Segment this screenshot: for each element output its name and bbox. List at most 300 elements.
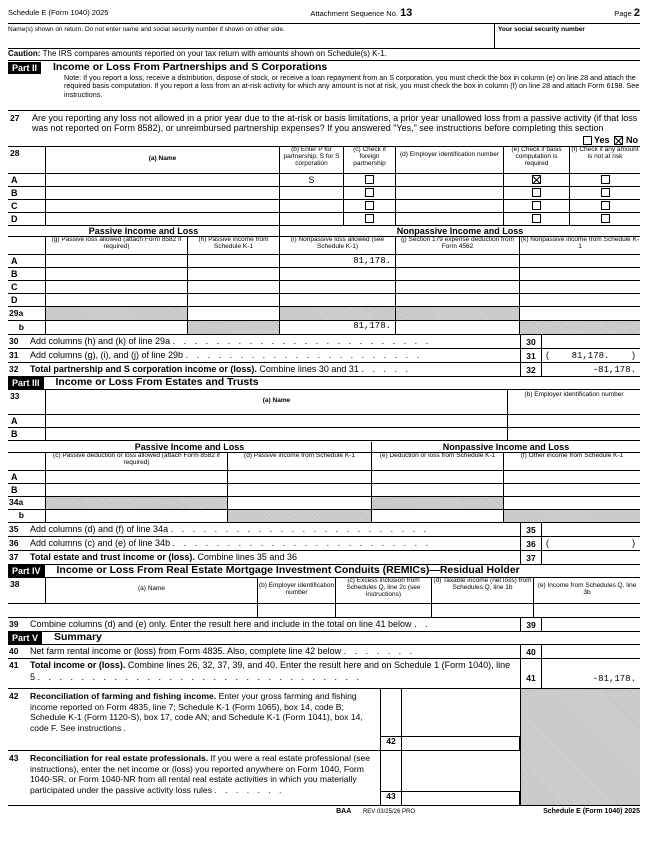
part2-income-columns <box>8 237 640 255</box>
col-c-field[interactable] <box>46 471 228 483</box>
blank-cell <box>402 689 520 736</box>
page-label: Page <box>614 9 632 19</box>
part3-title: Income or Loss From Estates and Trusts <box>55 376 259 388</box>
row-letter: D <box>8 294 46 306</box>
lines-42-43 <box>8 689 640 806</box>
reconciliation-left <box>8 689 380 805</box>
basis-checkbox[interactable] <box>532 201 541 210</box>
line43-amount-col <box>402 751 520 805</box>
line36-amount[interactable] <box>542 537 640 550</box>
line28-col-b: (b) Enter P for partnership; S for S corporation <box>280 147 344 173</box>
shaded-cell <box>280 307 396 320</box>
shaded-cell <box>46 307 188 320</box>
line-42 <box>8 689 380 751</box>
line37-label: Combine lines 35 and 36 <box>197 552 297 563</box>
line32-label: Combine lines 30 and 31 <box>259 364 359 375</box>
close-paren: ) <box>630 539 636 549</box>
line37-bold: Total estate and trust income or (loss). <box>30 552 195 563</box>
attachment-sequence <box>310 7 412 19</box>
blank-cell <box>8 237 46 254</box>
line-30 <box>8 335 640 349</box>
estate-name-field[interactable] <box>46 428 508 440</box>
line32-number: 32 <box>9 363 19 374</box>
line35-text: Add columns (d) and (f) of line 34a . . . . . . . . . . . . . . . . . . . . . . . . <box>30 524 430 535</box>
ein-field[interactable] <box>396 200 504 212</box>
col-e: (e) Deduction or loss from Schedule K-1 <box>372 453 504 470</box>
line31-value: 81,178. <box>571 351 610 361</box>
part2-tag: Part II <box>8 62 41 74</box>
row-letter: B <box>8 484 46 496</box>
form-footer <box>8 806 640 818</box>
at-risk-checkbox[interactable] <box>601 214 610 223</box>
line-41 <box>8 659 640 689</box>
entity-type-field[interactable]: S <box>280 174 344 186</box>
line-35 <box>8 523 640 537</box>
row-letter: A <box>8 255 46 267</box>
part2-passive-header: Passive Income and Loss <box>8 226 280 236</box>
shaded-cell <box>504 510 640 522</box>
line28-row <box>8 187 640 200</box>
line34b-number: b <box>18 510 24 521</box>
line27-yes-checkbox[interactable] <box>583 136 592 145</box>
line28-row <box>8 174 640 187</box>
basis-cell <box>504 200 570 212</box>
no-label: No <box>626 134 638 145</box>
row-letter: B <box>8 428 46 440</box>
part2-income-rows <box>8 255 640 307</box>
footer-form-name: Schedule E (Form 1040) 2025 <box>543 808 640 816</box>
line32-bold: Total partnership and S corporation income or (loss). <box>30 364 257 375</box>
caution-text: The IRS compares amounts reported on your tax return with amounts shown on Schedule(s) K-1. <box>42 49 387 59</box>
line27-answers <box>580 135 638 145</box>
line38-col-b: (b) Employer identification number <box>258 578 336 603</box>
shaded-cell <box>228 510 372 522</box>
line38-col-c: (c) Excess inclusion from Schedules Q, line 2c (see instructions) <box>336 578 432 603</box>
at-risk-checkbox[interactable] <box>601 188 610 197</box>
open-paren: ( <box>545 351 551 361</box>
col-j: (j) Section 179 expense deduction from Form 4562 <box>396 237 520 254</box>
line-39 <box>8 618 640 632</box>
line-37 <box>8 551 640 565</box>
line43-box-group <box>380 751 520 805</box>
col-k-field[interactable] <box>520 255 640 267</box>
estate-name-field[interactable] <box>46 415 508 427</box>
line32-text: Total partnership and S corporation income or (loss). Combine lines 30 and 31 . . . . . <box>30 364 411 375</box>
part3-passive-header: Passive Income and Loss <box>8 442 372 452</box>
col-k: (k) Nonpassive income from Schedule K-1 <box>520 236 640 250</box>
line29b-number: b <box>18 321 24 332</box>
estate-ein-field[interactable] <box>508 428 640 440</box>
blank-cell <box>381 689 401 736</box>
part3-header <box>8 377 640 390</box>
at-risk-cell <box>570 213 640 225</box>
line43-bold: Reconciliation for real estate professionals. <box>30 753 209 763</box>
blank-cell <box>381 751 401 791</box>
partnership-name-field[interactable] <box>46 200 280 212</box>
line29b-j[interactable] <box>396 321 520 334</box>
part4-title: Income or Loss From Real Estate Mortgage Investment Conduits (REMICs)—Residual Holder <box>56 564 520 576</box>
line-31 <box>8 349 640 363</box>
shaded-cell <box>520 321 640 334</box>
line35-amount[interactable] <box>542 523 640 536</box>
col-i-field[interactable] <box>280 268 396 280</box>
line43-box-col <box>380 751 402 805</box>
income-row <box>8 255 640 268</box>
foreign-cell <box>344 213 396 225</box>
line34a-d[interactable] <box>228 497 372 509</box>
line30-label: Add columns (h) and (k) of line 29a <box>30 336 171 347</box>
partnership-name-field[interactable] <box>46 187 280 199</box>
line38-a[interactable] <box>8 604 258 617</box>
line41-amount[interactable]: -81,178. <box>592 674 636 684</box>
line36-label: Add columns (c) and (e) of line 34b <box>30 538 171 549</box>
line42-amount-col <box>402 689 520 750</box>
line38-header <box>8 578 640 604</box>
caution-row <box>8 49 640 61</box>
line-34b <box>8 510 640 523</box>
line28-col-f: (f) Check if any amount is not at risk <box>571 146 639 160</box>
line35-box: 35 <box>520 523 542 536</box>
estate-ein-field[interactable] <box>508 415 640 427</box>
line33-col-a: (a) Name <box>46 390 508 414</box>
col-i-field[interactable]: 81,178. <box>280 255 396 267</box>
line38-c[interactable] <box>336 604 432 617</box>
line35-number: 35 <box>9 523 19 534</box>
line31-number: 31 <box>9 349 19 360</box>
line-29b <box>8 321 640 335</box>
row-letter: A <box>8 471 46 483</box>
income-row <box>8 294 640 307</box>
line37-number: 37 <box>9 551 19 562</box>
blank-cell <box>28 497 46 509</box>
blank-cell <box>28 510 46 522</box>
row-letter: C <box>8 281 46 293</box>
line42-number: 42 <box>9 691 19 701</box>
col-g: (g) Passive loss allowed (attach Form 8582 if required) <box>46 237 188 254</box>
line30-number: 30 <box>9 335 19 346</box>
line40-label: Net farm rental income or (loss) from Form 4835. Also, complete line 42 below <box>30 646 342 657</box>
line28-row <box>8 213 640 226</box>
line40-number: 40 <box>9 645 19 656</box>
line33-header <box>8 390 640 415</box>
line42-amount[interactable] <box>402 736 520 750</box>
line33-row <box>8 428 640 441</box>
line29a-h[interactable] <box>188 307 280 320</box>
col-h-field[interactable] <box>188 294 280 306</box>
row-letter: C <box>8 200 46 212</box>
col-f-field[interactable] <box>504 484 640 496</box>
col-d-field[interactable] <box>228 471 372 483</box>
line28-col-a: (a) Name <box>46 147 280 173</box>
line33-col-b: (b) Employer identification number <box>524 391 624 398</box>
col-d-field[interactable] <box>228 484 372 496</box>
shaded-area <box>520 689 640 805</box>
ein-field[interactable] <box>396 213 504 225</box>
line36-box: 36 <box>520 537 542 550</box>
line28-col-c: (c) Check if foreign partnership <box>344 147 396 173</box>
col-i-field[interactable] <box>280 294 396 306</box>
line-43 <box>8 751 380 806</box>
line27-text: Are you reporting any loss not allowed in a prior year due to the at-risk or basis limitations, a prior year unallowed loss from a passive activity (if that loss was not reported on Form 8582), or unreimbursed partnership expenses? If you answered "Yes," see instructions before completing this section <box>32 113 638 134</box>
line31-box: 31 <box>520 349 542 362</box>
line41-label: Combine lines 26, 32, 37, 39, and 40. Enter the result here and on Schedule 1 (Form 1040), line 5 <box>30 660 511 682</box>
line40-text: Net farm rental income or (loss) from Form 4835. Also, complete line 42 below . . . . . . . <box>30 646 416 657</box>
part2-title: Income or Loss From Partnerships and S Corporations <box>53 61 328 73</box>
at-risk-checkbox[interactable] <box>601 201 610 210</box>
foreign-cell <box>344 174 396 186</box>
line41-bold: Total income or (loss). <box>30 660 126 670</box>
row-letter: B <box>8 187 46 199</box>
line28-rows <box>8 174 640 226</box>
line31-label: Add columns (g), (i), and (j) of line 29b <box>30 350 184 361</box>
line-36 <box>8 537 640 551</box>
col-h-field[interactable] <box>188 268 280 280</box>
open-paren: ( <box>545 539 551 549</box>
foreign-checkbox[interactable] <box>365 175 374 184</box>
at-risk-cell <box>570 187 640 199</box>
names-field[interactable] <box>8 24 495 48</box>
line30-text: Add columns (h) and (k) of line 29a . . . . . . . . . . . . . . . . . . . . . . . . <box>30 336 432 347</box>
line33-number: 33 <box>8 390 46 414</box>
reconciliation-boxes <box>380 689 520 805</box>
part3-tag: Part III <box>8 377 44 389</box>
foreign-checkbox[interactable] <box>365 214 374 223</box>
line40-amount[interactable] <box>542 645 640 658</box>
part5-tag: Part V <box>8 632 42 644</box>
line42-label: Enter your gross farming and fishing income reported on Form 4835, line 7; Schedule K-1 (Form 1065), box 14, code B; Schedule K-1 (Form 1120-S), box 17, code AN; and Schedule K-1 (Form 1041), box 14, code F. See instructions <box>30 691 363 734</box>
line41-box: 41 <box>520 659 542 688</box>
foreign-cell <box>344 200 396 212</box>
col-g-field[interactable] <box>46 294 188 306</box>
row-letter: A <box>8 415 46 427</box>
part2-note: Note: If you report a loss, receive a distribution, dispose of stock, or receive a loan repayment from an S corporation, you must check the box in column (e) on line 28 and attach the required basis computation. If you report a loss from an at-risk activity for which any amount is not at risk, you must check the box in column (f) on line 28 and attach Form 6198. See instructions. <box>8 74 640 111</box>
line30-amount[interactable] <box>542 335 640 348</box>
footer-center <box>336 808 415 816</box>
col-c: (c) Passive deduction or loss allowed (attach Form 8582 if required) <box>46 453 228 470</box>
blank-cell <box>402 751 520 791</box>
part3-income-columns <box>8 453 640 471</box>
line29a-k[interactable] <box>520 307 640 320</box>
part3-income-rows <box>8 471 640 497</box>
col-h-field[interactable] <box>188 255 280 267</box>
line43-box: 43 <box>381 791 401 805</box>
col-h: (h) Passive income from Schedule K-1 <box>188 237 280 254</box>
col-g-field[interactable] <box>46 268 188 280</box>
basis-checkbox[interactable] <box>532 214 541 223</box>
col-h-field[interactable] <box>188 281 280 293</box>
line42-box: 42 <box>381 736 401 750</box>
foreign-checkbox[interactable] <box>365 201 374 210</box>
row-letter: A <box>8 174 46 186</box>
entity-type-field[interactable] <box>280 200 344 212</box>
line36-text: Add columns (c) and (e) of line 34b . . . . . . . . . . . . . . . . . . . . . . . . <box>30 538 432 549</box>
line34a-number: 34a <box>9 497 24 508</box>
col-k-field[interactable] <box>520 268 640 280</box>
line43-number: 43 <box>9 753 19 763</box>
foreign-cell <box>344 187 396 199</box>
line32-amount[interactable]: -81,178. <box>592 365 636 375</box>
blank-cell <box>28 307 46 320</box>
col-k-field[interactable] <box>520 294 640 306</box>
basis-checkbox[interactable] <box>532 188 541 197</box>
shaded-cell <box>396 307 520 320</box>
line29a-number: 29a <box>9 307 24 318</box>
part4-tag: Part IV <box>8 565 45 577</box>
col-j-field[interactable] <box>396 281 520 293</box>
line36-number: 36 <box>9 537 19 548</box>
shaded-cell <box>188 321 280 334</box>
line39-label: Combine columns (d) and (e) only. Enter the result here and include in the total on line 41 below <box>30 619 412 630</box>
line37-text <box>30 552 520 562</box>
line31-amount[interactable] <box>542 349 640 362</box>
part5-title: Summary <box>54 631 102 643</box>
line38-d[interactable] <box>432 604 534 617</box>
entity-type-field[interactable] <box>280 213 344 225</box>
line37-amount[interactable] <box>542 551 640 564</box>
basis-cell <box>504 213 570 225</box>
col-e-field[interactable] <box>372 484 504 496</box>
col-i: (i) Nonpassive loss allowed (see Schedule K-1) <box>280 237 396 254</box>
line28-col-e: (e) Check if basis computation is required <box>504 147 570 173</box>
ein-field[interactable] <box>396 187 504 199</box>
line39-text: Combine columns (d) and (e) only. Enter the result here and include in the total on line 41 below . . <box>30 619 431 630</box>
line29b-g[interactable] <box>46 321 188 334</box>
col-g-field[interactable] <box>46 255 188 267</box>
col-d: (d) Passive income from Schedule K-1 <box>228 453 372 470</box>
name-ssn-row <box>8 24 640 49</box>
line39-number: 39 <box>9 618 19 629</box>
shaded-cell <box>46 497 228 509</box>
basis-checkbox[interactable] <box>532 175 541 184</box>
col-e-field[interactable] <box>372 471 504 483</box>
col-f: (f) Other income from Schedule K-1 <box>520 452 624 459</box>
line33-row <box>8 415 640 428</box>
part2-nonpassive-header: Nonpassive Income and Loss <box>396 226 524 236</box>
col-j-field[interactable] <box>396 255 520 267</box>
entity-type-field[interactable] <box>280 187 344 199</box>
basis-cell <box>504 174 570 186</box>
ssn-field[interactable] <box>495 24 640 48</box>
form-header <box>8 4 640 24</box>
line-29a <box>8 307 640 321</box>
col-c-field[interactable] <box>46 484 228 496</box>
line-32 <box>8 363 640 377</box>
income-row <box>8 281 640 294</box>
close-paren: ) <box>630 351 636 361</box>
partnership-name-field[interactable] <box>46 174 280 186</box>
line37-box: 37 <box>520 551 542 564</box>
ein-field[interactable] <box>396 174 504 186</box>
line29b-i[interactable]: 81,178. <box>280 321 396 334</box>
blank-cell <box>8 453 46 470</box>
col-j-field[interactable] <box>396 294 520 306</box>
col-g-field[interactable] <box>46 281 188 293</box>
col-f-field[interactable] <box>504 471 640 483</box>
page-number <box>614 7 640 19</box>
caution-label: Caution: <box>8 49 41 59</box>
line33-rows <box>8 415 640 441</box>
names-label: Name(s) shown on return. Do not enter name and social security number if shown on other side. <box>8 26 285 33</box>
line38-b[interactable] <box>258 604 336 617</box>
part5-header <box>8 632 640 645</box>
rev-label: REV 03/25/26 PRO <box>362 809 415 816</box>
col-j-field[interactable] <box>396 268 520 280</box>
line39-box: 39 <box>520 618 542 631</box>
page-value: 2 <box>633 7 640 20</box>
line43-label: If you were a real estate professional (see instructions), enter the net income or (loss) you reported anywhere on Form 1040, Form 1040-SR, or Form 1040-NR from all rental real estate activities in which you materially participated under the passive activity loss rules <box>30 753 371 796</box>
row-letter: D <box>8 213 46 225</box>
line38-col-a: (a) Name <box>46 578 258 603</box>
line38-e[interactable] <box>534 604 640 617</box>
line28-row <box>8 200 640 213</box>
form-name: Schedule E (Form 1040) 2025 <box>8 8 109 18</box>
schedule-e-page-2 <box>8 4 640 852</box>
line38-col-d: (d) Taxable income (net loss) from Schedules Q, line 1b <box>432 578 534 603</box>
part2-header <box>8 62 640 74</box>
line30-box: 30 <box>520 335 542 348</box>
line38-entry-row <box>8 604 640 618</box>
line40-box: 40 <box>520 645 542 658</box>
line41-number: 41 <box>9 660 19 670</box>
line27-number: 27 <box>10 113 20 123</box>
blank-cell <box>28 321 46 334</box>
partnership-name-field[interactable] <box>46 213 280 225</box>
at-risk-cell <box>570 200 640 212</box>
baa-label: BAA <box>336 808 352 816</box>
line39-amount[interactable] <box>542 618 640 631</box>
at-risk-checkbox[interactable] <box>601 175 610 184</box>
col-i-field[interactable] <box>280 281 396 293</box>
attachment-label: Attachment Sequence No. <box>310 9 398 19</box>
line-34a <box>8 497 640 510</box>
line34b-c[interactable] <box>46 510 228 522</box>
line32-box: 32 <box>520 363 542 376</box>
line41-text: Total income or (loss). Combine lines 26, 32, 37, 39, and 40. Enter the result here and on Schedule 1 (Form 1040), line 5 . . . . . . . . . . . . . . . . . . . . . . . . . . . . . . <box>30 660 511 682</box>
line27-no-checkbox[interactable] <box>614 136 623 145</box>
line42-box-group <box>380 689 520 751</box>
attachment-number: 13 <box>400 7 413 20</box>
line28-col-d: (d) Employer identification number <box>396 147 504 173</box>
line38-col-e: (e) Income from Schedules Q, line 3b <box>537 582 637 596</box>
line35-label: Add columns (d) and (f) of line 34a <box>30 524 169 535</box>
line27-question <box>32 111 640 146</box>
part4-header <box>8 565 640 578</box>
line34a-f[interactable] <box>504 497 640 509</box>
line38-number: 38 <box>8 578 46 603</box>
line28-header <box>8 147 640 174</box>
basis-cell <box>504 187 570 199</box>
at-risk-cell <box>570 174 640 186</box>
line43-amount[interactable] <box>402 791 520 805</box>
part3-nonpassive-header: Nonpassive Income and Loss <box>442 442 570 452</box>
line42-box-col <box>380 689 402 750</box>
part3-income-row <box>8 471 640 484</box>
line42-text: Reconciliation of farming and fishing income. Enter your gross farming and fishing income reported on Form 4835, line 7; Schedule K-1 (Form 1065), box 14, code B; Schedule K-1 (Form 1120-S), box 17, code AN; and Schedule K-1 (Form 1041), box 14, code F. See instructions . <box>30 691 363 734</box>
line34b-e[interactable] <box>372 510 504 522</box>
line31-text: Add columns (g), (i), and (j) of line 29b . . . . . . . . . . . . . . . . . . . . . . <box>30 350 423 361</box>
col-k-field[interactable] <box>520 281 640 293</box>
part3-income-row <box>8 484 640 497</box>
line-27 <box>8 111 640 147</box>
line-40 <box>8 645 640 659</box>
line28-number: 28 <box>8 147 46 173</box>
income-row <box>8 268 640 281</box>
foreign-checkbox[interactable] <box>365 188 374 197</box>
yes-label: Yes <box>593 134 610 145</box>
line42-bold: Reconciliation of farming and fishing income. <box>30 691 217 701</box>
row-letter: B <box>8 268 46 280</box>
shaded-cell <box>372 497 504 509</box>
